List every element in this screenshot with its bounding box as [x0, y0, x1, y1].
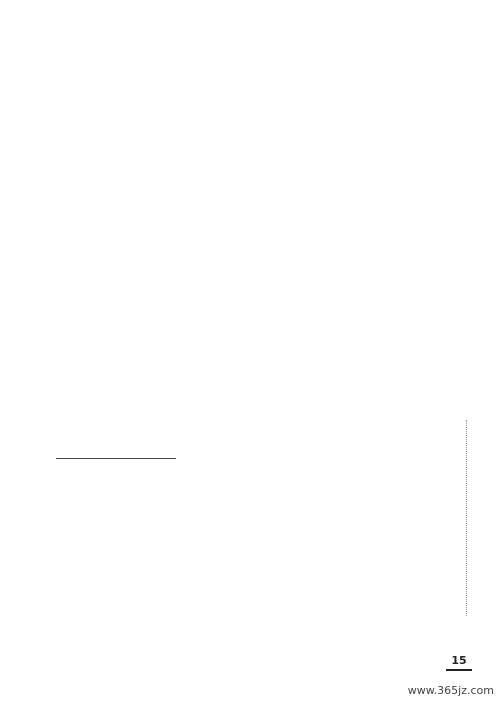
page-number: 15: [451, 654, 467, 667]
footnotes-block: [56, 466, 436, 676]
side-dotted-rule: [466, 420, 467, 616]
page-number-rule: [446, 669, 472, 671]
footnote-divider: [56, 458, 176, 459]
main-text-column: [56, 26, 436, 436]
running-head-vertical: [452, 318, 476, 468]
site-url: www.365jz.com: [407, 684, 494, 697]
